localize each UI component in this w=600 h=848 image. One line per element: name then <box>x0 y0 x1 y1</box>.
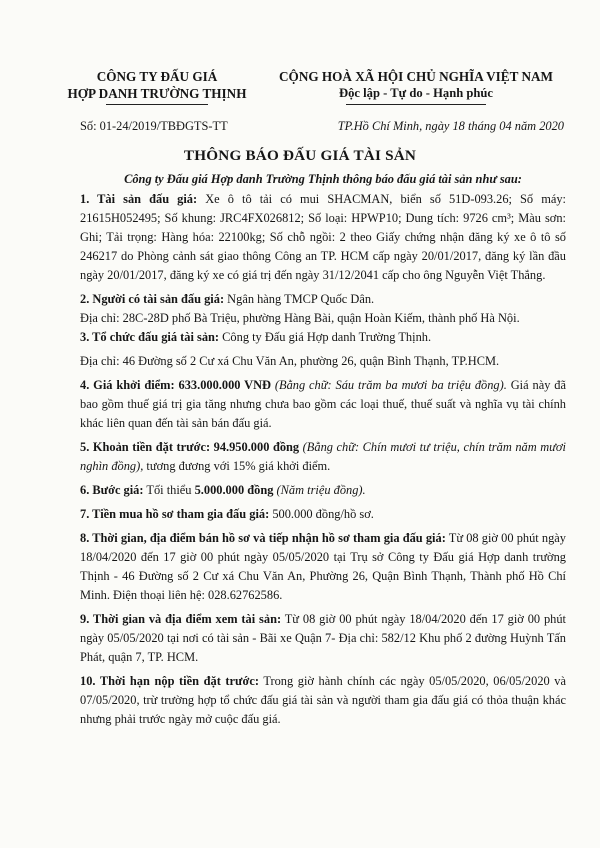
section-4 <box>80 376 566 433</box>
section-3 <box>80 328 566 347</box>
company-name-line1: CÔNG TY ĐẤU GIÁ <box>96 69 218 84</box>
section-1-text: Xe ô tô tải có mui SHACMAN, biển số 51D-093.26; Số máy: 21615H052495; Số khung: JRC4FX026812; Số loại: HPWP10; Dung tích: 9726 cm³; Màu sơn: Ghi; Tải trọng: Hàng hóa: 22100kg; Số chỗ ngồi: 2 theo Giấy chứng nhận đăng ký xe ô tô số 246217 do Phòng cảnh sát giao thông Công an TP. HCM cấp ngày 20/01/2017, đăng ký lần đầu ngày 20/01/2017, đăng ký xe có giá trị đến ngày 31/12/2041 cấp cho ông Nguyễn Việt Thắng. <box>80 192 566 282</box>
company-header <box>62 68 252 102</box>
section-9-text: Từ 08 giờ 00 phút ngày 18/04/2020 đến 17 giờ 00 phút ngày 05/05/2020 tại nơi có tài sản - Bãi xe Quận 7- Địa chỉ: 582/12 Khu phố 2 đường Huỳnh Tấn Phát, quận 7, TP. HCM. <box>80 612 566 664</box>
section-3-label: 3. Tổ chức đấu giá tài sản: <box>80 330 220 344</box>
section-9-label: 9. Thời gian và địa điểm xem tài sản: <box>80 612 282 626</box>
section-4-text: Giá này đã bao gồm thuế giá trị gia tăng nhưng chưa bao gồm các loại thuế, thuế suất và nghĩa vụ tài chính khác liên quan đến tài sản bán đấu giá. <box>80 378 566 430</box>
place-date: TP.Hồ Chí Minh, ngày 18 tháng 04 năm 2020 <box>337 119 564 133</box>
section-8-text: Từ 08 giờ 00 phút ngày 18/04/2020 đến 17 giờ 00 phút ngày 05/05/2020 tại Trụ sở Công ty Đấu giá Hợp danh trường Thịnh - 46 Đường số 2 Cư xá Chu Văn An, Phường 26, Quận Bình Thạnh, Thành phố Hồ Chí Minh. Điện thoại liên hệ: 028.62762586. <box>80 531 567 602</box>
document-title: THÔNG BÁO ĐẤU GIÁ TÀI SẢN <box>183 147 417 164</box>
section-1-label: 1. Tài sản đấu giá: <box>80 192 198 206</box>
company-name-line2: HỢP DANH TRƯỜNG THỊNH <box>67 86 247 101</box>
section-5-label: 5. Khoản tiền đặt trước: 94.950.000 đồng <box>80 440 300 454</box>
section-8-label: 8. Thời gian, địa điểm bán hồ sơ và tiếp nhận hồ sơ tham gia đấu giá: <box>80 531 446 545</box>
section-8 <box>80 529 566 605</box>
section-1 <box>80 190 566 285</box>
motto-underline <box>346 104 486 105</box>
section-10 <box>80 672 566 729</box>
section-3-text: Công ty Đấu giá Hợp danh Trường Thịnh. <box>219 330 432 344</box>
section-2 <box>80 290 566 309</box>
national-header <box>266 68 566 102</box>
section-2-text: Ngân hàng TMCP Quốc Dân. <box>224 292 375 306</box>
section-7-text: 500.000 đồng/hồ sơ. <box>269 507 374 521</box>
section-10-label: 10. Thời hạn nộp tiền đặt trước: <box>80 674 259 688</box>
section-5-text: tương đương với 15% giá khởi điểm. <box>143 459 331 473</box>
intro-line: Công ty Đấu giá Hợp danh Trường Thịnh thông báo đấu giá tài sản như sau: <box>124 172 522 186</box>
section-10-text: Trong giờ hành chính các ngày 05/05/2020, 06/05/2020 và 07/05/2020, trừ trường hợp tổ chức đấu giá tài sản và người tham gia đấu giá có thỏa thuận khác nhưng phải trước ngày mở cuộc đấu giá. <box>80 674 567 726</box>
company-underline <box>106 104 208 105</box>
section-6-label: 6. Bước giá: <box>80 483 144 497</box>
section-4-words: (Bằng chữ: Sáu trăm ba mươi ba triệu đồng). <box>270 378 507 392</box>
section-5-words: (Bằng chữ: Chín mươi tư triệu, chín trăm năm mươi nghìn đồng), <box>80 440 566 473</box>
national-motto: Độc lập - Tự do - Hạnh phúc <box>339 86 493 100</box>
section-6 <box>80 481 566 500</box>
section-2-address: Địa chỉ: 28C-28D phố Bà Triệu, phường Hàng Bài, quận Hoàn Kiếm, thành phố Hà Nội. <box>80 311 520 325</box>
section-6-amount: 5.000.000 đồng <box>194 483 274 497</box>
section-2-label: 2. Người có tài sản đấu giá: <box>80 292 225 306</box>
section-6-text: Tối thiểu <box>143 483 195 497</box>
republic-title: CỘNG HOÀ XÃ HỘI CHỦ NGHĨA VIỆT NAM <box>279 69 553 84</box>
section-7-label: 7. Tiền mua hồ sơ tham gia đấu giá: <box>80 507 270 521</box>
section-4-label: 4. Giá khởi điểm: 633.000.000 VNĐ <box>80 378 271 392</box>
section-7 <box>80 505 566 524</box>
section-6-words: (Năm triệu đồng). <box>273 483 366 497</box>
section-3-address: Địa chỉ: 46 Đường số 2 Cư xá Chu Văn An, phường 26, quận Bình Thạnh, TP.HCM. <box>80 354 500 368</box>
document-number: Số: 01-24/2019/TBĐGTS-TT <box>80 119 228 133</box>
section-5 <box>80 438 566 476</box>
section-9 <box>80 610 566 667</box>
document-body <box>80 190 566 729</box>
